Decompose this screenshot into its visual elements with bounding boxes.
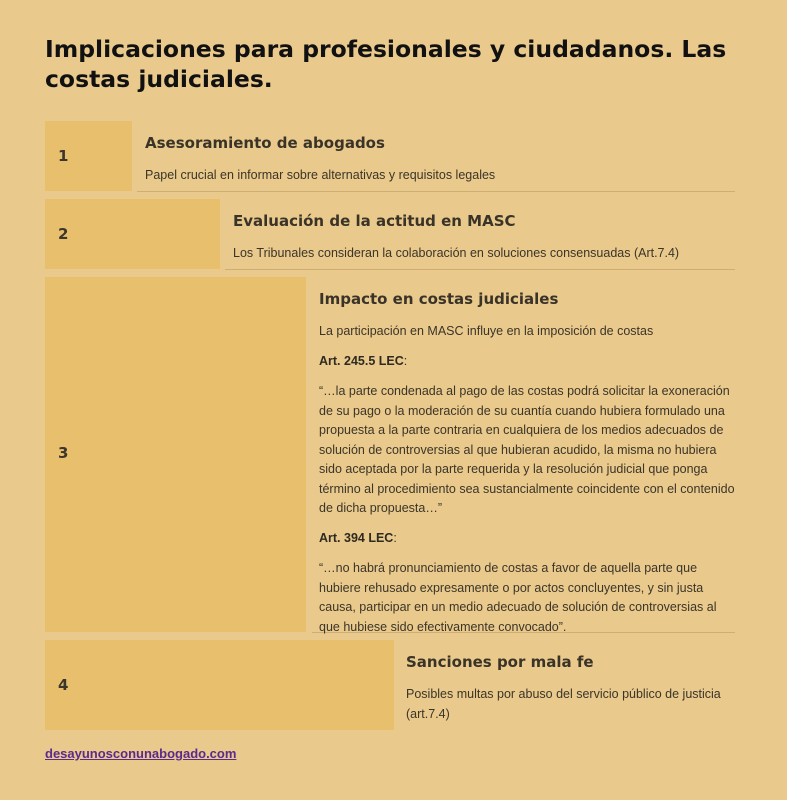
step-block-4 bbox=[45, 640, 394, 730]
step-number: 3 bbox=[58, 444, 69, 462]
article-colon: : bbox=[393, 530, 397, 545]
step-number: 2 bbox=[58, 225, 69, 243]
step-content-2 bbox=[225, 199, 735, 270]
step-description: Posibles multas por abuso del servicio público de justicia (art.7.4) bbox=[406, 687, 721, 721]
website-link[interactable]: desayunosconunabogado.com bbox=[45, 746, 237, 761]
step-number: 1 bbox=[58, 147, 69, 165]
page-title: Implicaciones para profesionales y ciudadanos. Las costas judiciales. bbox=[45, 35, 727, 93]
article-label: Art. 394 LEC bbox=[319, 530, 394, 545]
step-heading: Impacto en costas judiciales bbox=[319, 290, 559, 308]
step-description: La participación en MASC influye en la imposición de costas bbox=[319, 324, 654, 338]
article-colon: : bbox=[403, 353, 408, 368]
article-quote: “…no habrá pronunciamiento de costas a favor de aquella parte que hubiere rehusado expresamente o por actos concluyentes, y sin justa causa, participar en un medio adecuado de solución de controversias al que hubiese sido efectivamente convocado”. bbox=[319, 561, 717, 634]
article-reference bbox=[319, 529, 735, 549]
step-block-2 bbox=[45, 199, 220, 269]
step-content-1 bbox=[137, 121, 735, 192]
article-reference bbox=[319, 352, 735, 372]
step-number: 4 bbox=[58, 676, 69, 694]
step-heading: Sanciones por mala fe bbox=[406, 653, 594, 671]
step-heading: Evaluación de la actitud en MASC bbox=[233, 212, 516, 230]
step-content-3 bbox=[312, 277, 735, 633]
article-quote: “…la parte condenada al pago de las costas podrá solicitar la exoneración de su pago o la moderación de su cuantía cuando hubiera formulado una propuesta a la parte contraria en cualquiera de los medios adecuados de solución de controversias al que hubieran acudido, la misma no hubiera sido aceptada por la parte requerida y la resolución judicial que ponga término al procedimiento sea sustancialmente coincidente con el contenido de dicha propuesta…” bbox=[319, 384, 735, 515]
step-heading: Asesoramiento de abogados bbox=[145, 134, 385, 152]
step-description: Los Tribunales consideran la colaboración en soluciones consensuadas (Art.7.4) bbox=[233, 246, 680, 260]
step-block-3 bbox=[45, 277, 306, 632]
step-description: Papel crucial en informar sobre alternativas y requisitos legales bbox=[145, 168, 496, 182]
article-label: Art. 245.5 LEC bbox=[319, 353, 404, 368]
step-block-1 bbox=[45, 121, 132, 191]
step-content-4 bbox=[399, 640, 735, 730]
